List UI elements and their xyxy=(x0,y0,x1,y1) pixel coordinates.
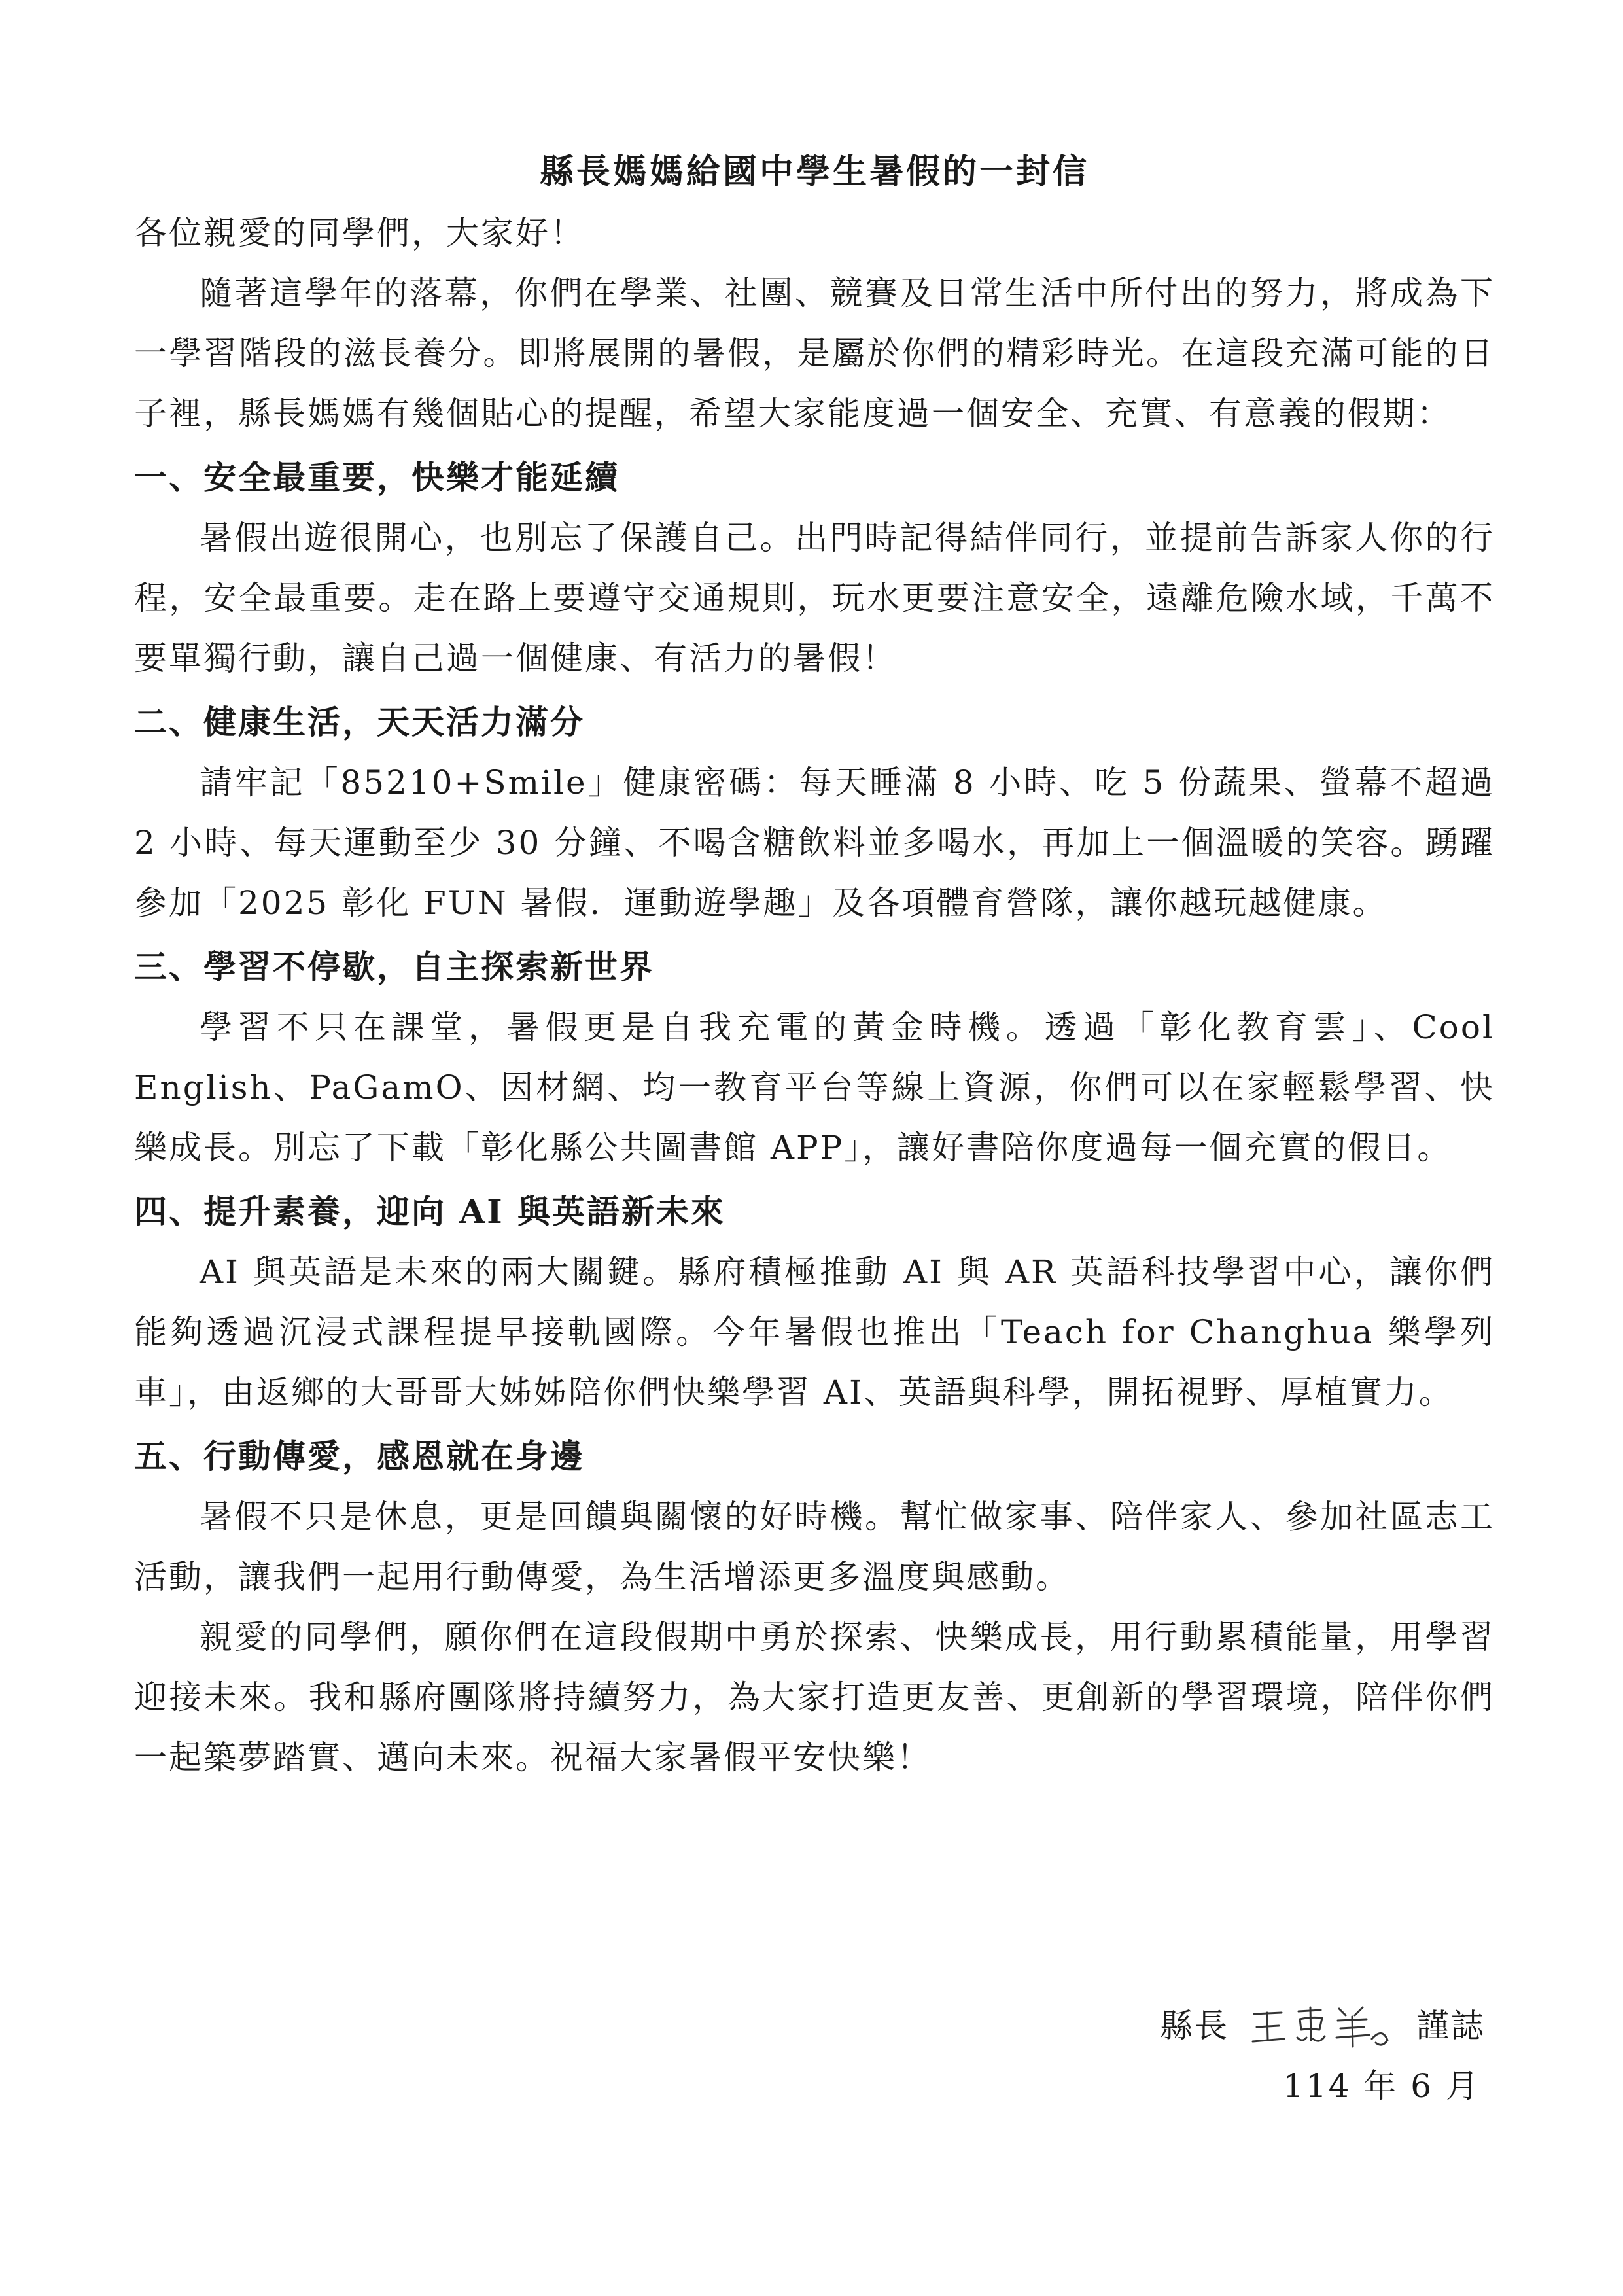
section-safety xyxy=(134,448,1495,688)
intro-paragraph: 隨著這學年的落幕，你們在學業、社團、競賽及日常生活中所付出的努力，將成為下一學習階段的滋長養分。即將展開的暑假，是屬於你們的精彩時光。在這段充滿可能的日子裡，縣長媽媽有幾個貼心的提醒，希望大家能度過一個安全、充實、有意義的假期： xyxy=(134,274,1495,433)
section-heading: 四、提升素養，迎向 AI 與英語新未來 xyxy=(134,1192,725,1231)
signoff-role: 縣長 xyxy=(1160,2007,1229,2045)
signoff-row xyxy=(1160,1996,1486,2056)
section-health xyxy=(134,692,1495,933)
closing-paragraph: 親愛的同學們，願你們在這段假期中勇於探索、快樂成長，用行動累積能量，用學習迎接未來。我和縣府團隊將持續努力，為大家打造更友善、更創新的學習環境，陪伴你們一起築夢踏實、邁向未來。祝福大家暑假平安快樂！ xyxy=(134,1618,1495,1776)
signoff-suffix: 謹誌 xyxy=(1416,2007,1486,2045)
section-body: AI 與英語是未來的兩大關鍵。縣府積極推動 AI 與 AR 英語科技學習中心，讓你們能夠透過沉浸式課程提早接軌國際。今年暑假也推出「Teach for Changhua 樂學列車」，由返鄉的大哥哥大姊姊陪你們快樂學習 AI、英語與科學，開拓視野、厚植實力。 xyxy=(134,1253,1495,1411)
section-heading: 五、行動傳愛，感恩就在身邊 xyxy=(134,1437,585,1475)
section-gratitude xyxy=(134,1426,1495,1607)
section-body: 暑假不只是休息，更是回饋與關懷的好時機。幫忙做家事、陪伴家人、參加社區志工活動，讓我們一起用行動傳愛，為生活增添更多溫度與感動。 xyxy=(134,1498,1495,1596)
section-body: 暑假出遊很開心，也別忘了保護自己。出門時記得結伴同行，並提前告訴家人你的行程，安全最重要。走在路上要遵守交通規則，玩水更要注意安全，遠離危險水域，千萬不要單獨行動，讓自己過一個健康、有活力的暑假！ xyxy=(134,519,1495,677)
section-heading: 三、學習不停歇，自主探索新世界 xyxy=(134,947,654,986)
section-body: 請牢記「85210+Smile」健康密碼：每天睡滿 8 小時、吃 5 份蔬果、螢幕不超過 2 小時、每天運動至少 30 分鐘、不喝含糖飲料並多喝水，再加上一個溫暖的笑容。踴躍參加「2025 彰化 FUN 暑假．運動遊學趣」及各項體育營隊，讓你越玩越健康。 xyxy=(134,764,1495,922)
section-heading: 二、健康生活，天天活力滿分 xyxy=(134,703,585,741)
section-body: 學習不只在課堂，暑假更是自我充電的黃金時機。透過「彰化教育雲」、Cool English、PaGamO、因材網、均一教育平台等線上資源，你們可以在家輕鬆學習、快樂成長。別忘了下載「彰化縣公共圖書館 APP」，讓好書陪你度過每一個充實的假日。 xyxy=(134,1008,1495,1167)
letter-title: 縣長媽媽給國中學生暑假的一封信 xyxy=(539,152,1089,192)
greeting: 各位親愛的同學們，大家好！ xyxy=(134,214,585,252)
section-learning xyxy=(134,937,1495,1178)
handwritten-signature xyxy=(1248,2000,1398,2052)
signoff-block xyxy=(1160,1996,1486,2116)
section-ai-english xyxy=(134,1182,1495,1422)
letter xyxy=(134,149,1495,1788)
section-heading: 一、安全最重要，快樂才能延續 xyxy=(134,458,620,497)
letter-date: 114 年 6 月 xyxy=(1283,2067,1480,2105)
